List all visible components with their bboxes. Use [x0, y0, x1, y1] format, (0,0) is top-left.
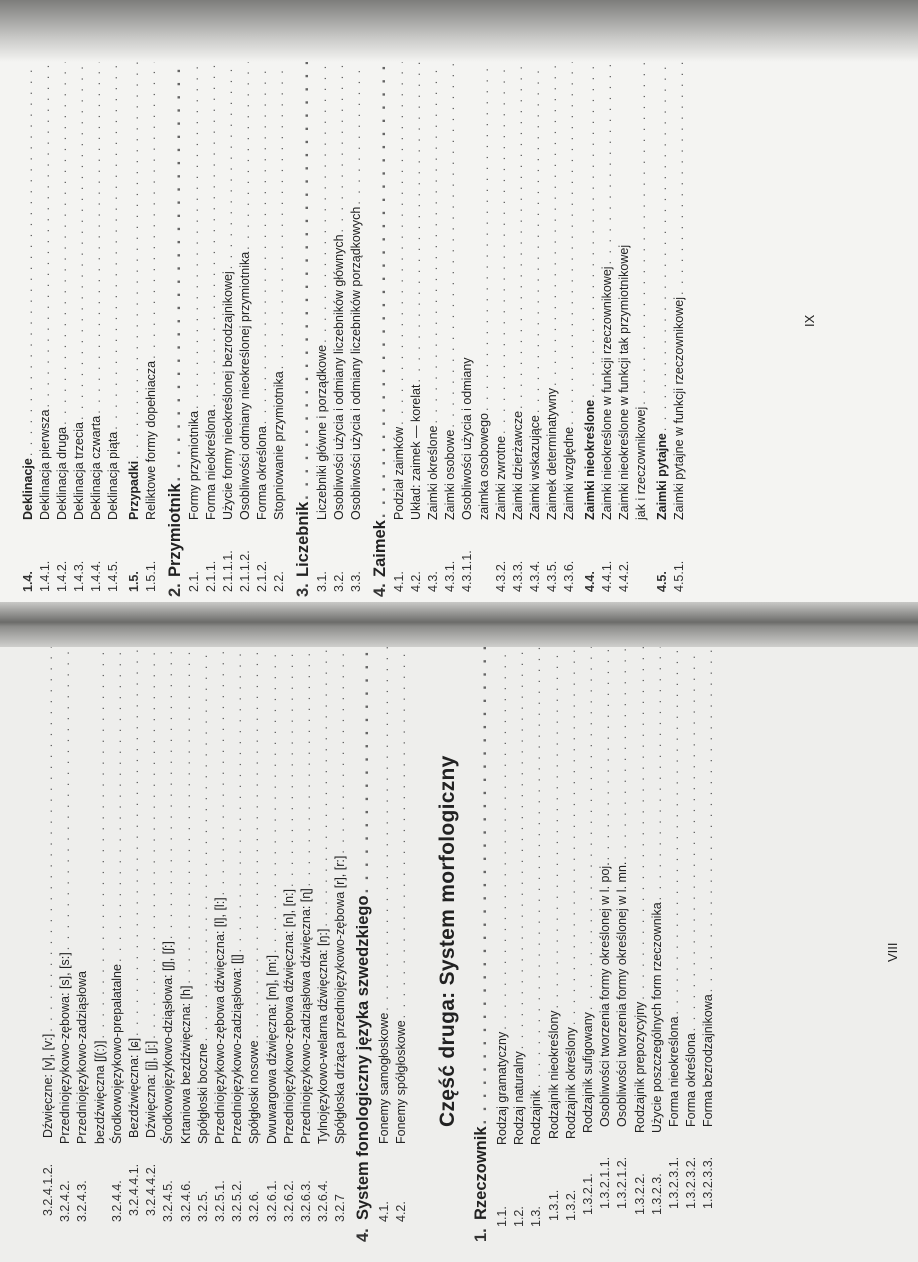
toc-entry-number: 3.2.4.5. — [161, 1180, 176, 1222]
toc-entry-title: Forma określona — [684, 1033, 699, 1127]
toc-entry-number: 1.3.2.1.1. — [598, 1156, 613, 1209]
toc-entry-number: 1.4.2. — [55, 560, 69, 592]
toc-entry — [292, 62, 314, 597]
toc-entry-title: Forma nieokreślona — [667, 1016, 681, 1127]
page-folio-right: IX — [802, 314, 817, 327]
leader-dots — [88, 0, 105, 414]
toc-entry — [582, 62, 599, 592]
toc-entry — [74, 667, 91, 1222]
toc-entry-title: Deklinacja pierwsza — [38, 409, 52, 520]
toc-entry-number: 3.2.4.6. — [178, 1180, 193, 1222]
toc-entry-title: Użycie poszczególnych form rzeczownika — [649, 902, 664, 1133]
toc-entry-title: Osobliwości odmiany nieokreślonej przymiotnika — [238, 251, 252, 520]
toc-entry-number: 3.2.5.1. — [213, 1180, 227, 1222]
toc-entry-number: 3.2.6.4. — [316, 1180, 331, 1222]
toc-entry-title: Forma określona — [255, 426, 269, 520]
toc-entry-title: Zaimki dzierżawcze — [511, 410, 525, 520]
toc-entry-title: Deklinacja czwarta — [89, 415, 103, 520]
toc-entry-title: Środkowojęzykowo-dziąsłowa: [ʃ], [ʃ:] — [161, 941, 176, 1144]
toc-entry — [348, 62, 365, 592]
toc-entry-number: 1.4. — [21, 571, 35, 592]
toc-entry — [391, 62, 408, 592]
toc-entry-number: 3.2. — [332, 571, 346, 592]
toc-entry-number: 3.2.7 — [333, 1194, 348, 1222]
toc-entry — [476, 62, 493, 592]
leader-dots — [391, 0, 408, 425]
left-page — [0, 632, 918, 1262]
toc-entry-number: 1.4.4. — [89, 560, 103, 592]
toc-entry — [376, 667, 393, 1222]
toc-entry-title: Reliktowe formy dopełniacza — [144, 360, 158, 520]
toc-entry-title: Spółgłoski nosowe — [247, 1040, 262, 1144]
toc-entry-number: 1.4.5. — [106, 560, 120, 592]
toc-entry — [186, 62, 203, 592]
toc-entry-title: Podział zaimków — [392, 426, 406, 520]
toc-entry-number: 2.1.2. — [255, 560, 269, 592]
toc-entry — [160, 667, 177, 1222]
leader-dots — [493, 0, 510, 434]
toc-entry-number: 3.2.6.1. — [264, 1180, 279, 1222]
toc-entry-number: 2. — [166, 583, 184, 597]
toc-entry — [237, 62, 254, 592]
toc-entry-title: Fonemy samogłoskowe — [376, 1012, 391, 1144]
toc-entry-title: jak i rzeczownikowej — [634, 406, 648, 520]
toc-entry — [510, 62, 527, 592]
toc-entry-number: 3.2.6.3. — [299, 1180, 313, 1222]
page-folio-left: VIII — [885, 942, 900, 962]
toc-entry — [143, 667, 160, 1216]
toc-entry — [546, 667, 563, 1221]
toc-entry-title: zaimka osobowego — [477, 412, 491, 520]
toc-entry-title: Forma nieokreślona — [204, 409, 218, 520]
toc-entry-title: Rodzaj gramatyczny — [495, 1031, 509, 1145]
toc-entry-title: Przedniojęzykowo-zębowa dźwięczna: [n], [n:] — [281, 889, 296, 1144]
leader-dots — [442, 0, 459, 428]
toc-entry-number: 4.3.2. — [494, 560, 508, 592]
toc-entry-number: 1.3.2.3.2. — [684, 1156, 699, 1209]
leader-dots — [369, 0, 391, 518]
toc-entry — [597, 667, 614, 1209]
toc-entry-number: 1.4.3. — [72, 560, 86, 592]
toc-entry-title: Tylnojęzykowo-welarna dźwięczna: [ŋ:] — [316, 928, 331, 1144]
toc-entry — [105, 62, 122, 592]
toc-entry-title: Deklinacja piąta — [106, 431, 120, 520]
toc-entry-title: Zaimki pytajne w funkcji rzeczownikowej — [672, 297, 686, 520]
toc-entry — [528, 667, 545, 1227]
toc-entry-number: 4.1. — [376, 1201, 391, 1222]
toc-entry-number: 2.1. — [187, 571, 201, 592]
toc-entry-number: 1.3.2.3.3. — [701, 1156, 716, 1209]
toc-entry — [143, 62, 160, 592]
toc-entry-title: Rodzajnik — [529, 1090, 544, 1145]
toc-entry-title: Spółgłoski boczne — [195, 1043, 210, 1144]
toc-entry-title: Fonemy spółgłoskowe — [393, 1020, 408, 1144]
toc-entry-number: 4.5. — [655, 571, 669, 592]
toc-entry-number: 4.3.1.1. — [460, 550, 474, 592]
leader-dots — [425, 0, 442, 424]
toc-entry — [315, 667, 332, 1222]
toc-entry — [254, 62, 271, 592]
toc-entry — [298, 667, 315, 1222]
leader-dots — [20, 0, 37, 456]
toc-entry-number: 3.2.4.3. — [75, 1180, 90, 1222]
leader-dots — [292, 0, 314, 500]
toc-entry — [494, 667, 511, 1227]
toc-entry — [666, 667, 683, 1209]
toc-entry-title: Przedniojęzykowo-zębowa dźwięczna: [l], [l:] — [213, 897, 227, 1144]
toc-entry — [195, 667, 212, 1222]
toc-entry-title: Rodzajnik prepozycyjny — [632, 1001, 647, 1133]
toc-entry-title: Zaimki nieokreślone w funkcji rzeczownikowej — [600, 266, 614, 520]
leader-dots — [126, 0, 143, 459]
toc-entry — [700, 667, 717, 1209]
toc-entry-title: Przedniojęzykowo-zadziąsłowa: [ɭ] — [230, 954, 245, 1144]
toc-entry — [92, 667, 109, 1222]
toc-entry — [599, 62, 616, 592]
toc-entry — [164, 62, 186, 597]
toc-entry — [493, 62, 510, 592]
toc-entry-title: Osobliwości tworzenia formy określonej w l. mn. — [615, 861, 630, 1127]
toc-entry-number: 1.3.2.1. — [581, 1173, 595, 1215]
toc-entry-number: 1.3. — [529, 1206, 544, 1227]
toc-entry-number: 3. — [294, 583, 312, 597]
toc-entry — [57, 667, 74, 1222]
toc-entry — [671, 62, 688, 592]
toc-entry — [393, 667, 410, 1222]
toc-entry-title: Rzeczownik — [472, 1126, 490, 1220]
toc-entry-number: 3.3. — [349, 571, 363, 592]
toc-entry-number: 3.2.4.4. — [109, 1180, 124, 1222]
part-heading: Część druga: System morfologiczny — [436, 755, 459, 1127]
toc-entry-number: 2.1.1. — [204, 560, 218, 592]
toc-entry-title: Zaimki pytajne — [655, 433, 669, 520]
toc-entry — [37, 62, 54, 592]
toc-entry-number: 3.2.5.2. — [230, 1180, 245, 1222]
toc-entry — [281, 667, 298, 1222]
toc-entry-title: Dźwięczne: [v], [v:] — [41, 1033, 55, 1138]
toc-entry-number: 4.3.4. — [528, 560, 542, 592]
toc-entry — [614, 667, 631, 1209]
toc-entry — [561, 62, 578, 592]
toc-entry-title: Zaimek determinatywny — [545, 388, 559, 520]
toc-entry-title: Deklinacje — [21, 458, 35, 520]
toc-entry — [126, 62, 143, 592]
toc-entry-title: Deklinacja trzecia — [72, 422, 86, 520]
toc-entry-number: 1.3.2.2. — [632, 1173, 647, 1215]
toc-entry — [220, 62, 237, 592]
toc-entry-title: Przedniojęzykowo-zadziąsłowa — [75, 971, 90, 1144]
toc-entry — [203, 62, 220, 592]
toc-entry-title: Zaimki wskazujące — [528, 415, 542, 520]
toc-entry — [470, 667, 492, 1242]
toc-entry-title: Użycie formy nieokreślonej bezrodzajnikowej — [221, 271, 235, 520]
toc-entry-title: Zaimki nieokreślone — [583, 399, 597, 520]
leader-dots — [254, 0, 271, 424]
toc-entry — [212, 667, 229, 1222]
toc-entry — [109, 667, 126, 1222]
toc-entry — [40, 667, 57, 1216]
toc-entry-number: 4.3. — [426, 571, 440, 592]
toc-entry-title: Rodzajnik określony — [563, 1027, 578, 1139]
toc-entry-title: Zaimki zwrotne — [494, 435, 508, 520]
toc-entry-number: 4.2. — [393, 1201, 408, 1222]
toc-entry-title: Układ: zaimek — korelat — [409, 384, 423, 520]
toc-entry — [178, 667, 195, 1222]
toc-entry-title: Stopniowanie przymiotnika — [272, 371, 286, 520]
toc-entry-number: 4.4. — [583, 571, 597, 592]
toc-entry-number: 4.4.1. — [600, 560, 614, 592]
toc-entry-title: Zaimki nieokreślone w funkcji tak przymiotnikowej — [617, 244, 631, 520]
toc-entry — [369, 62, 391, 597]
toc-entry-title: Spółgłoska drżąca przedniojęzykowo-zębowa [r], [r:] — [333, 855, 348, 1144]
toc-entry — [563, 667, 580, 1221]
leader-dots — [54, 0, 71, 425]
toc-entry-title: Forma bezrodzajnikowa — [701, 994, 716, 1127]
toc-entry — [580, 667, 597, 1215]
toc-entry-number: 1.2. — [512, 1206, 527, 1227]
toc-entry-number: 1.3.2. — [563, 1189, 578, 1221]
toc-entry — [442, 62, 459, 592]
toc-entry — [331, 62, 348, 592]
leader-dots — [71, 0, 88, 420]
toc-entry — [314, 62, 331, 592]
right-toc — [0, 0, 918, 617]
toc-entry-number: 1.3.1. — [546, 1189, 561, 1221]
toc-entry-title: Osobliwości użycia i odmiany liczebników głównych — [332, 234, 346, 520]
toc-entry-number: 4.3.3. — [511, 560, 525, 592]
toc-entry-number: 4. — [353, 1228, 372, 1242]
toc-entry-number: 4.2. — [409, 571, 423, 592]
leader-dots — [654, 0, 671, 431]
toc-entry — [511, 667, 528, 1227]
toc-entry-number: 1.4.1. — [38, 560, 52, 592]
toc-entry — [71, 62, 88, 592]
toc-entry — [544, 62, 561, 592]
toc-entry — [527, 62, 544, 592]
toc-entry-number: 3.2.4.1.2. — [41, 1163, 55, 1216]
toc-entry-title: Deklinacja druga — [55, 426, 69, 520]
toc-entry-title: Rodzajnik sufigowany — [581, 1012, 595, 1133]
toc-entry-number: 3.2.6.2. — [281, 1180, 296, 1222]
toc-entry-number: 2.1.1.2. — [238, 550, 252, 592]
toc-entry — [229, 667, 246, 1222]
toc-entry-number: 2.1.1.1. — [221, 550, 235, 592]
toc-entry-number: 4.5.1. — [672, 560, 686, 592]
toc-entry-title: Osobliwości użycia i odmiany liczebników porządkowych — [349, 206, 363, 520]
toc-entry-title: Przedniojęzykowo-zadziąsłowa dźwięczna: [ɳ] — [299, 888, 313, 1144]
toc-entry-title: Formy przymiotnika — [187, 410, 201, 520]
toc-entry-title: System fonologiczny języka szwedzkiego — [353, 895, 372, 1220]
toc-entry-title: Przymiotnik — [166, 483, 184, 577]
toc-entry-title: Zaimek — [371, 520, 389, 577]
toc-entry-number: 4.3.6. — [562, 560, 576, 592]
leader-dots — [105, 0, 122, 430]
toc-entry — [654, 62, 671, 592]
toc-entry-title: Zaimki względne — [562, 426, 576, 520]
toc-entry-number: 3.2.5. — [195, 1190, 210, 1222]
book-gutter — [0, 602, 918, 647]
toc-entry-number: 1. — [472, 1228, 490, 1242]
toc-entry-title: Osobliwości tworzenia formy określonej w l. poj. — [598, 862, 613, 1127]
toc-entry-title: Osobliwości użycia i odmiany — [460, 357, 474, 520]
toc-entry-number: 1.3.2.3. — [649, 1173, 664, 1215]
toc-entry-number: 4.3.1. — [443, 560, 457, 592]
toc-entry-title: Rodzaj naturalny — [512, 1051, 527, 1145]
toc-entry-title: bezdźwięczna [ʃ(:)] — [92, 1040, 107, 1144]
toc-entry-number: 3.2.4.4.2. — [144, 1163, 159, 1216]
toc-entry-number: 4.4.2. — [617, 560, 631, 592]
toc-entry-title: Liczebnik — [294, 501, 312, 577]
toc-entry-number: 1.5.1. — [144, 560, 158, 592]
toc-entry — [632, 667, 649, 1215]
toc-entry-number: 1.1. — [495, 1206, 509, 1227]
page-edge — [0, 0, 918, 62]
toc-entry — [408, 62, 425, 592]
toc-entry — [271, 62, 288, 592]
toc-entry-title: Przedniojęzykowo-zębowa: [s], [s:] — [58, 952, 73, 1144]
toc-entry — [332, 667, 349, 1222]
toc-entry-title: Dźwięczna: [j], [j:] — [144, 1040, 159, 1138]
toc-entry-number: 4. — [371, 583, 389, 597]
toc-entry-title: Zaimki określone — [426, 425, 440, 520]
toc-entry-number: 3.1. — [315, 571, 329, 592]
toc-entry-number: 4.1. — [392, 571, 406, 592]
toc-entry-number: 1.5. — [127, 571, 141, 592]
toc-entry-title: Krtaniowa bezdźwięczna: [h] — [178, 985, 193, 1144]
right-page — [0, 0, 918, 617]
toc-entry-title: Zaimki osobowe — [443, 429, 457, 520]
toc-entry — [126, 667, 143, 1216]
toc-entry — [425, 62, 442, 592]
toc-entry — [459, 62, 476, 592]
leader-dots — [561, 0, 578, 425]
leader-dots — [164, 0, 186, 481]
toc-entry — [649, 667, 666, 1215]
toc-entry-title: Bezdźwięczna: [ɕ] — [127, 1037, 141, 1138]
toc-entry-title: Środkowojęzykowo-prepalatalne — [109, 964, 124, 1144]
toc-entry-number: 4.3.5. — [545, 560, 559, 592]
toc-entry — [246, 667, 263, 1222]
toc-entry — [20, 62, 37, 592]
toc-entry — [616, 62, 633, 592]
toc-entry-number: 3.2.4.2. — [58, 1180, 73, 1222]
toc-entry-number: 2.2. — [272, 571, 286, 592]
toc-entry — [88, 62, 105, 592]
toc-entry-number: 3.2.4.4.1. — [127, 1163, 141, 1216]
toc-entry-title: Dwuwargowa dźwięczna: [m], [m:] — [264, 955, 279, 1144]
toc-entry-number: 1.3.2.1.2. — [615, 1156, 630, 1209]
toc-entry-number: 3.2.6. — [247, 1190, 262, 1222]
toc-entry-number: 1.3.2.3.1. — [667, 1156, 681, 1209]
toc-entry-title: Rodzajnik nieokreślony — [546, 1010, 561, 1139]
toc-entry-title: Przypadki — [127, 460, 141, 520]
toc-entry — [264, 667, 281, 1222]
toc-entry — [54, 62, 71, 592]
toc-entry-title: Liczebniki główne i porządkowe — [315, 344, 329, 520]
toc-entry — [633, 62, 650, 592]
toc-entry — [683, 667, 700, 1209]
toc-entry — [352, 667, 374, 1242]
